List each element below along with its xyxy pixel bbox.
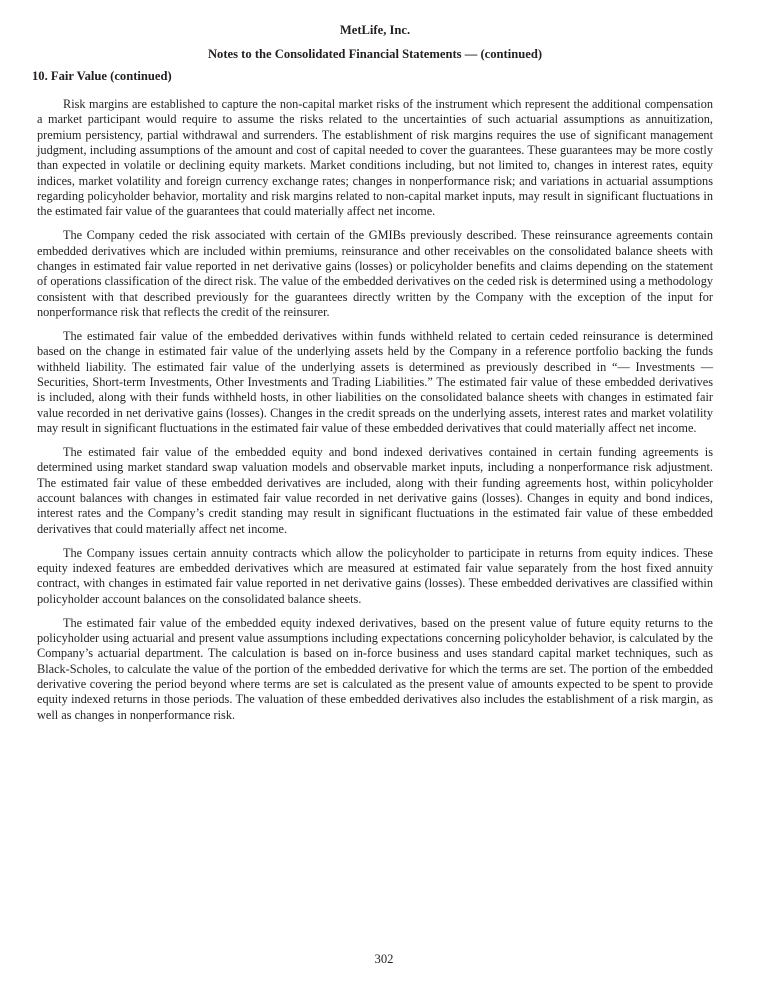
paragraph-funds-withheld: The estimated fair value of the embedded derivatives within funds withheld related to certain ceded reinsurance is determined based on the change in estimated fair value of the underlying assets held by the Company in a reference portfolio backing the funds withheld liability. The estimated fair value of the underlying assets is determined as previously described in “— Investments — Securities, Short-term Investments, Other Investments and Trading Liabilities.” The estimated fair value of these embedded derivatives is included, along with their funds withheld hosts, in other liabilities on the consolidated balance sheets with changes in estimated fair value recorded in net derivative gains (losses). Changes in the credit spreads on the underlying assets, interest rates and market volatility may result in significant fluctuations in the estimated fair value of these embedded derivatives that could materially affect net income.	[37, 329, 713, 436]
company-name: MetLife, Inc.	[339, 23, 411, 37]
paragraph-ceded-gmib: The Company ceded the risk associated with certain of the GMIBs previously described. These reinsurance agreements contain embedded derivatives which are included within premiums, reinsurance and other receivables on the consolidated balance sheets with changes in estimated fair value reported in net derivative gains (losses) or policyholder benefits and claims depending on the statement of operations classification of the direct risk. The value of the embedded derivatives on the ceded risk is determined using a methodology consistent with that described previously for the guarantees directly written by the Company with the exception of the input for nonperformance risk that reflects the credit of the reinsurer.	[37, 228, 713, 320]
paragraph-equity-indexed-valuation: The estimated fair value of the embedded equity indexed derivatives, based on the present value of future equity returns to the policyholder using actuarial and present value assumptions including expectations concerning policyholder behavior, is calculated by the Company’s actuarial department. The calculation is based on in-force business and uses standard capital market techniques, such as Black-Scholes, to calculate the value of the portion of the embedded derivative for which the terms are set. The portion of the embedded derivative covering the period beyond where terms are set is calculated as the present value of amounts expected to be spent to provide equity indexed returns in those periods. The valuation of these embedded derivatives also includes the establishment of a risk margin, as well as changes in nonperformance risk.	[37, 615, 713, 722]
paragraph-risk-margins: Risk margins are established to capture the non-capital market risks of the instrument which represent the additional compensation a market participant would require to assume the risks related to the uncertainties of such actuarial assumptions as annuitization, premium persistency, partial withdrawal and surrenders. The establishment of risk margins requires the use of significant management judgment, including assumptions of the amount and cost of capital needed to cover the guarantees. These guarantees may be more costly than expected in volatile or declining equity markets. Market conditions including, but not limited to, changes in interest rates, equity indices, market volatility and foreign currency exchange rates; changes in nonperformance risk; and variations in actuarial assumptions regarding policyholder behavior, mortality and risk margins related to non-capital market inputs, may result in significant fluctuations in the estimated fair value of the guarantees that could materially affect net income.	[37, 97, 713, 219]
body-text	[37, 97, 713, 732]
page-number: 302	[374, 952, 394, 966]
paragraph-annuity-contracts: The Company issues certain annuity contracts which allow the policyholder to participate in returns from equity indices. These equity indexed features are embedded derivatives which are measured at estimated fair value separately from the host fixed annuity contract, with changes in estimated fair value reported in net derivative gains (losses). These embedded derivatives are classified within policyholder account balances on the consolidated balance sheets.	[37, 545, 713, 606]
page-subtitle: Notes to the Consolidated Financial Statements — (continued)	[207, 47, 543, 61]
section-heading: 10. Fair Value (continued)	[32, 69, 172, 83]
paragraph-funding-agreements: The estimated fair value of the embedded equity and bond indexed derivatives contained in certain funding agreements is determined using market standard swap valuation models and observable market inputs, including a nonperformance risk adjustment. The estimated fair value of these embedded derivatives are included, along with their funding agreements host, within policyholder account balances with changes in estimated fair value recorded in net derivative gains (losses). Changes in equity and bond indices, interest rates and the Company’s credit standing may result in significant fluctuations in the estimated fair value of these embedded derivatives that could materially affect net income.	[37, 445, 713, 536]
